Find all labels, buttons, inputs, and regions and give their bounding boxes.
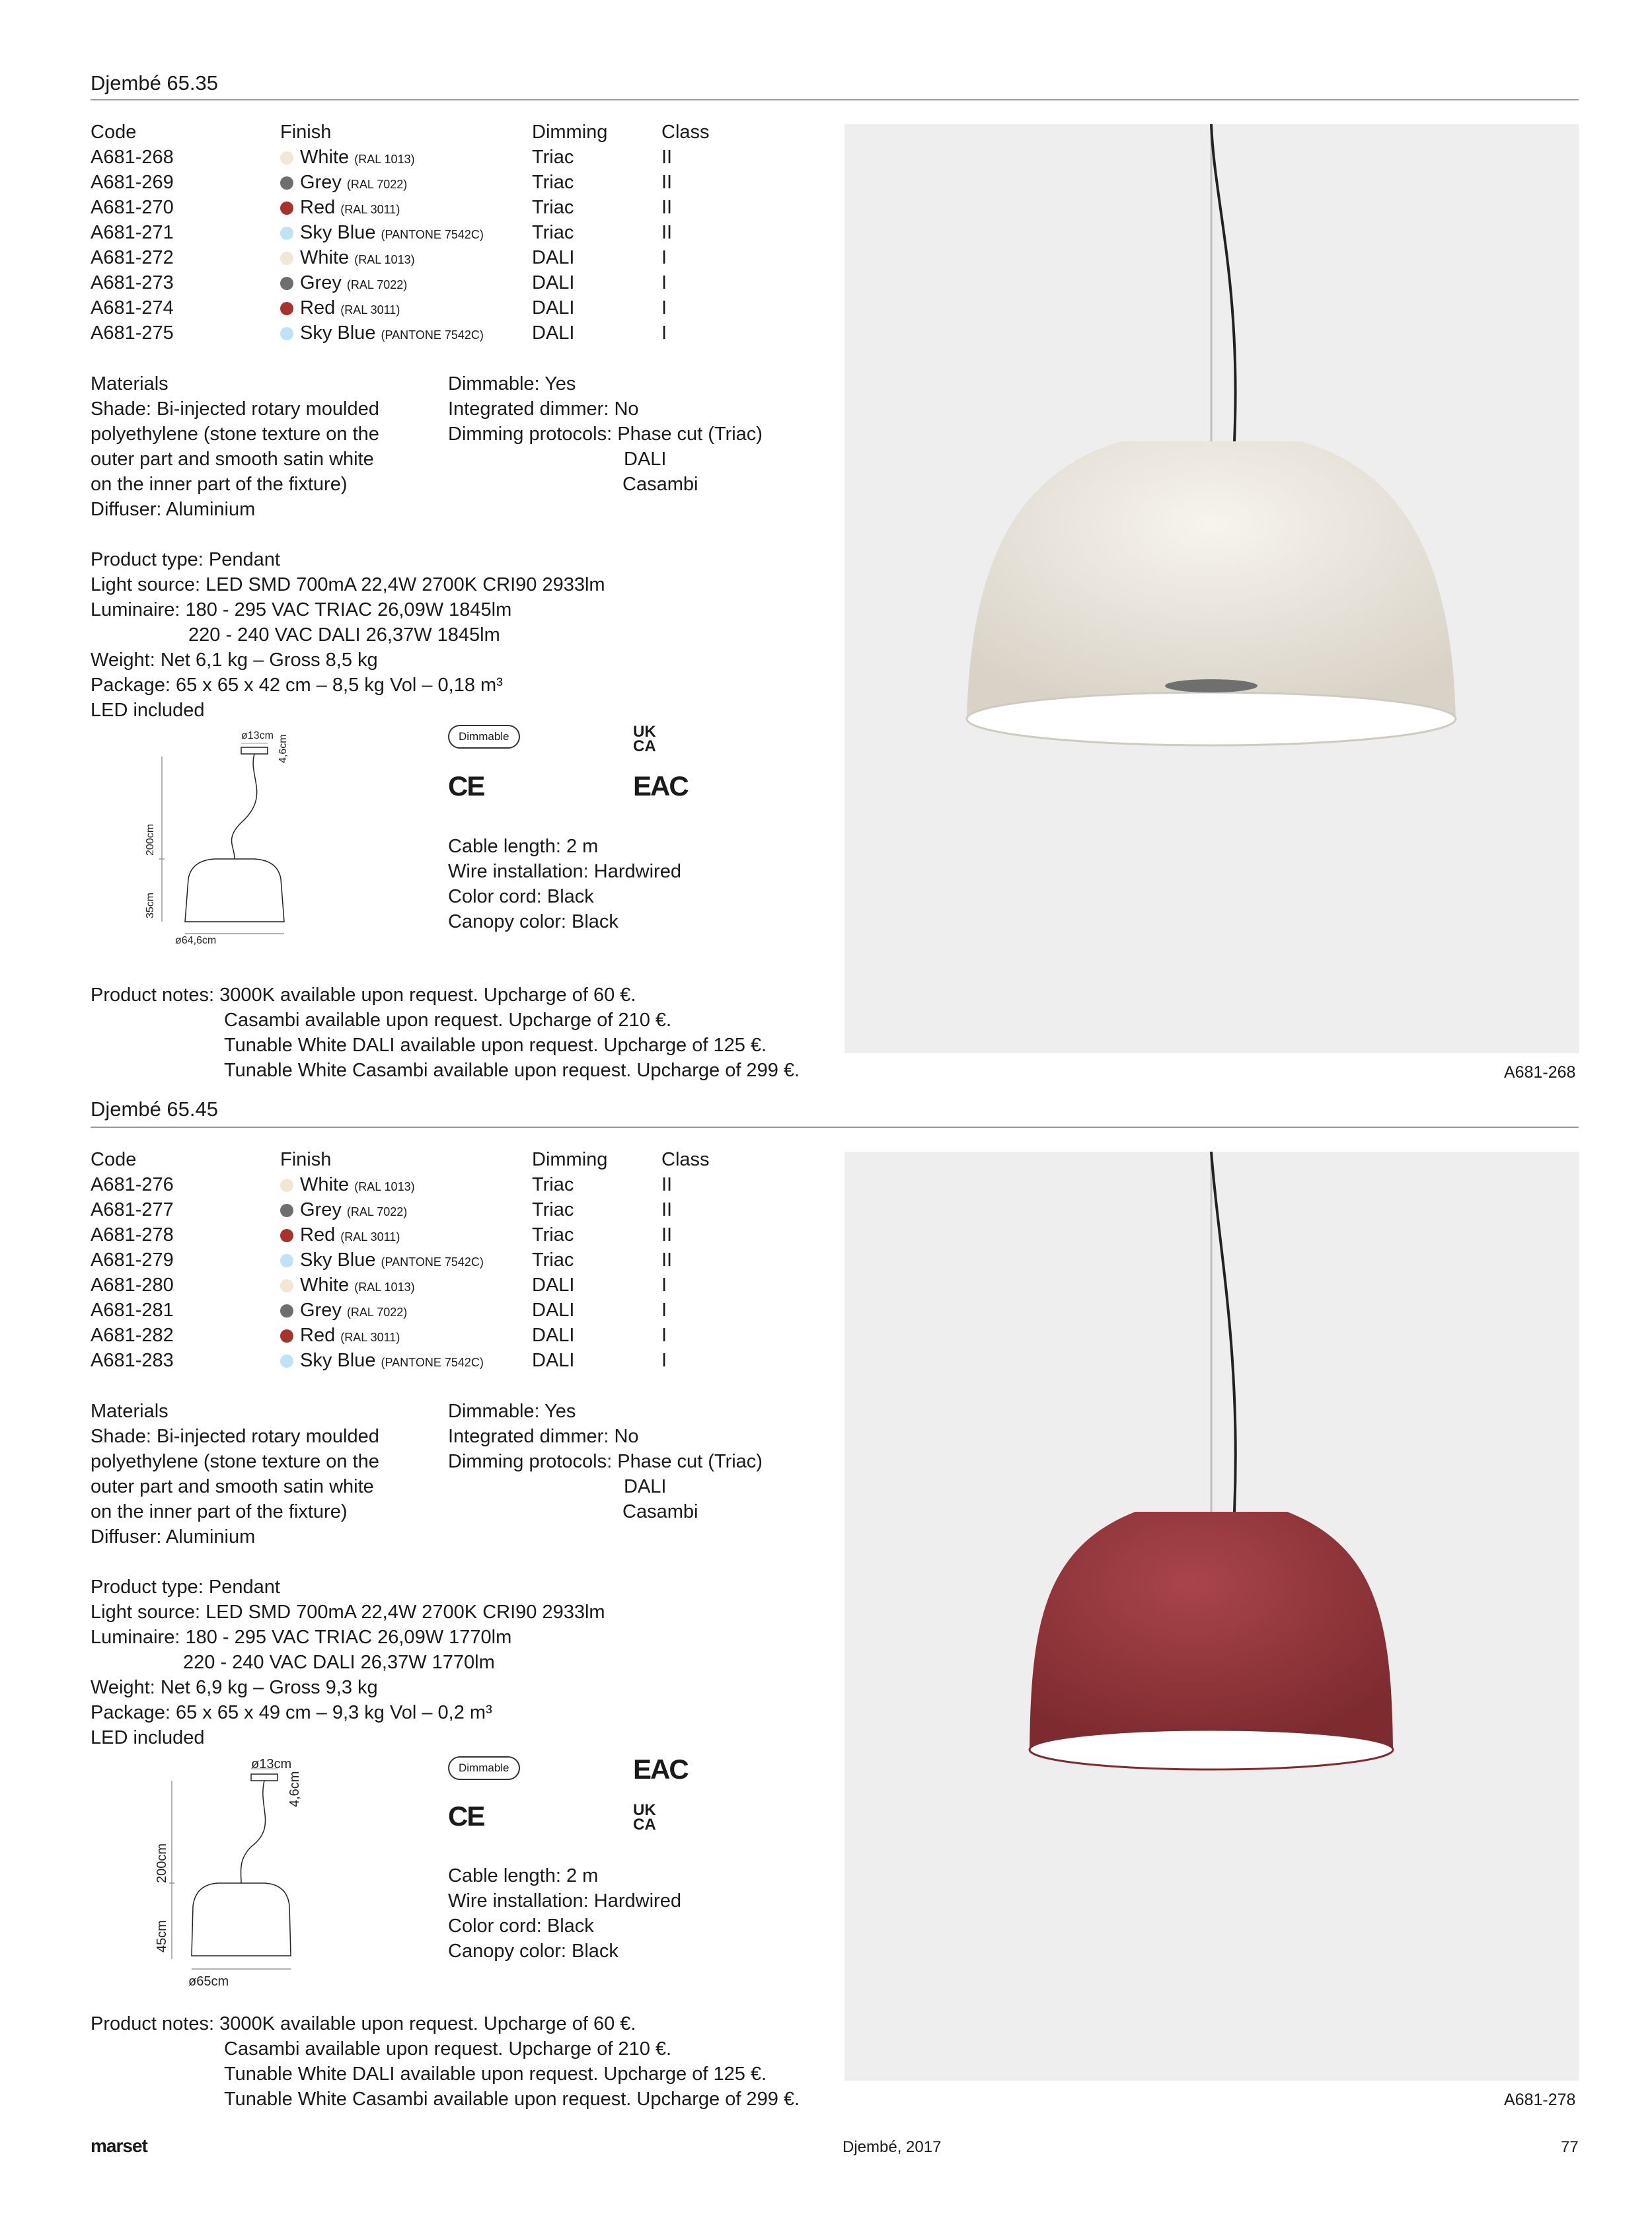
class-cell: I [661,1299,667,1321]
table-row [91,1197,710,1222]
finish-cell [280,170,532,195]
finish-code: (RAL 7022) [346,1305,408,1319]
cable-line: Canopy color: Black [448,911,619,932]
finish-name: Grey [300,272,342,293]
finish-code: (PANTONE 7542C) [381,328,484,342]
finish-code: (RAL 3011) [340,303,400,316]
table-header-row [91,1147,710,1172]
photo-caption: A681-278 [1504,2091,1576,2109]
dim-canopy-height: 4,6cm [278,734,289,763]
dimming-cell: DALI [532,272,575,293]
protocol-dali: DALI [624,449,667,470]
dim-diameter: ø64,6cm [175,935,217,946]
header-class: Class [661,1148,710,1170]
materials-line: Diffuser: Aluminium [91,1526,256,1547]
product-specs [91,547,605,723]
finish-code: (RAL 3011) [340,202,400,216]
dimmable-line: Integrated dimmer: No [448,398,639,420]
table-row [91,220,710,245]
note-line: Tunable White DALI available upon request. Upcharge of 125 €. [224,2063,767,2085]
finish-swatch-icon [280,252,293,265]
table-row [91,1323,710,1348]
cable-line: Cable length: 2 m [448,836,599,857]
finish-name: Sky Blue [300,1349,376,1371]
ce-mark-icon: CE [448,1801,484,1832]
finish-swatch-icon [280,1229,293,1242]
table-row [91,1222,710,1247]
dimming-cell: Triac [532,1199,574,1220]
product-notes [91,2011,800,2112]
code-cell: A681-270 [91,196,174,218]
spec-line: Package: 65 x 65 x 42 cm – 8,5 kg Vol – 0,18 m³ [91,675,503,696]
finish-code: (PANTONE 7542C) [381,1255,484,1269]
materials-line: polyethylene (stone texture on the [91,424,379,445]
finish-swatch-icon [280,151,293,165]
dimming-cell: DALI [532,246,575,268]
finish-code: (RAL 1013) [354,152,415,166]
materials-line: on the inner part of the fixture) [91,1501,348,1522]
finish-name: Red [300,196,336,218]
protocol-casambi: Casambi [622,1501,698,1522]
finish-name: White [300,1173,350,1195]
dimming-cell: Triac [532,1249,574,1271]
page-number: 77 [1561,2138,1579,2156]
note-line: 3000K available upon request. Upcharge of 60 €. [219,985,636,1006]
spec-line: Package: 65 x 65 x 49 cm – 9,3 kg Vol – 0,2 m³ [91,1702,492,1723]
dimmable-line: Dimming protocols: Phase cut (Triac) [448,1451,763,1472]
spec-line: Luminaire: 180 - 295 VAC TRIAC 26,09W 1770lm [91,1627,512,1648]
section-title: Djembé 65.35 [91,71,219,94]
cable-line: Color cord: Black [448,886,594,907]
materials-line: Shade: Bi-injected rotary moulded [91,398,379,420]
section-divider [91,99,1579,100]
finish-cell [280,1172,532,1197]
cable-specs [448,1863,681,1964]
finish-code: (PANTONE 7542C) [381,1355,484,1369]
finish-cell [280,145,532,170]
table-row [91,1298,710,1323]
ce-mark-icon: CE [448,770,484,801]
class-cell: I [661,1274,667,1296]
dimming-cell: Triac [532,221,574,243]
table-row [91,1172,710,1197]
code-cell: A681-280 [91,1274,174,1296]
finish-cell [280,195,532,220]
code-cell: A681-283 [91,1349,174,1371]
notes-label: Product notes: [91,2013,214,2034]
table-row [91,170,710,195]
dim-cable-length: 200cm [145,823,156,856]
finish-name: Red [300,1324,336,1346]
finish-code: (RAL 3011) [340,1230,400,1244]
spec-line: Product type: Pendant [91,1577,280,1598]
table-row [91,295,710,320]
finish-name: White [300,1274,350,1296]
class-cell: II [661,146,673,168]
note-line: Tunable White DALI available upon request. Upcharge of 125 €. [224,1035,767,1056]
note-line: Tunable White Casambi available upon request. Upcharge of 299 €. [224,1060,800,1081]
finish-name: Sky Blue [300,1249,376,1271]
finish-cell [280,1222,532,1247]
cable-line: Wire installation: Hardwired [448,1890,681,1912]
dimmable-line: Dimming protocols: Phase cut (Triac) [448,424,763,445]
dim-canopy-diameter: ø13cm [241,730,274,741]
finish-swatch-icon [280,176,293,190]
materials-line: polyethylene (stone texture on the [91,1451,379,1472]
code-cell: A681-279 [91,1249,174,1271]
note-line: Casambi available upon request. Upcharge of 210 €. [224,1010,672,1031]
code-cell: A681-276 [91,1173,174,1195]
class-cell: I [661,297,667,318]
note-line: 3000K available upon request. Upcharge of 60 €. [219,2013,636,2034]
code-cell: A681-278 [91,1224,174,1245]
finish-swatch-icon [280,1254,293,1267]
dim-diameter: ø65cm [188,1974,229,1989]
finish-code: (RAL 7022) [346,1205,408,1218]
spec-line: Weight: Net 6,1 kg – Gross 8,5 kg [91,650,378,671]
note-line: Tunable White Casambi available upon request. Upcharge of 299 €. [224,2089,800,2110]
finish-cell [280,1197,532,1222]
dimmable-line: Dimmable: Yes [448,373,576,394]
finish-cell [280,1298,532,1323]
eac-mark-icon: EAC [633,1754,688,1785]
class-cell: II [661,1199,673,1220]
code-cell: A681-281 [91,1299,174,1321]
dimension-drawing [142,724,307,948]
class-cell: II [661,1173,673,1195]
dimming-cell: DALI [532,297,575,318]
finish-cell [280,320,532,346]
materials-line: outer part and smooth satin white [91,449,374,470]
code-cell: A681-269 [91,171,174,193]
finish-cell [280,1247,532,1273]
product-notes [91,983,800,1083]
finish-code: (RAL 1013) [354,1179,415,1193]
dimming-cell: DALI [532,1299,575,1321]
materials-block [91,371,379,522]
header-class: Class [661,121,710,143]
dimmable-badge: Dimmable [448,1756,520,1780]
code-cell: A681-275 [91,322,174,344]
dimmable-block [448,371,763,497]
finish-cell [280,295,532,320]
table-row [91,195,710,220]
finish-code: (RAL 7022) [346,278,408,291]
class-cell: I [661,1349,667,1371]
dimension-drawing [152,1754,324,1999]
code-cell: A681-271 [91,221,174,243]
finish-swatch-icon [280,327,293,340]
dimming-cell: Triac [532,1224,574,1245]
dimmable-line: Dimmable: Yes [448,1401,576,1422]
spec-line: Product type: Pendant [91,549,280,570]
class-cell: II [661,1249,673,1271]
dimmable-block [448,1399,763,1524]
finish-swatch-icon [280,1179,293,1192]
dimming-cell: DALI [532,1274,575,1296]
header-finish: Finish [280,121,332,143]
finish-swatch-icon [280,202,293,215]
cable-line: Cable length: 2 m [448,1865,599,1886]
finish-code: (RAL 7022) [346,177,408,191]
section-title: Djembé 65.45 [91,1097,219,1121]
finish-cell [280,220,532,245]
spec-line: Weight: Net 6,9 kg – Gross 9,3 kg [91,1677,378,1698]
materials-line: Materials [91,373,169,394]
table-row [91,145,710,170]
finish-swatch-icon [280,277,293,290]
spec-line: Light source: LED SMD 700mA 22,4W 2700K CRI90 2933lm [91,1602,605,1623]
finish-name: White [300,146,350,168]
finish-cell [280,1348,532,1373]
class-cell: II [661,221,673,243]
table-header-row [91,120,710,145]
class-cell: I [661,322,667,344]
code-cell: A681-273 [91,272,174,293]
finish-cell [280,1323,532,1348]
dimming-cell: DALI [532,1324,575,1346]
spec-line: 220 - 240 VAC DALI 26,37W 1845lm [188,624,500,646]
cable-line: Wire installation: Hardwired [448,861,681,882]
table-row [91,270,710,295]
finish-swatch-icon [280,1304,293,1318]
product-photo [845,124,1579,1053]
finish-swatch-icon [280,1279,293,1292]
finish-code: (RAL 3011) [340,1330,400,1344]
materials-line: outer part and smooth satin white [91,1476,374,1497]
table-row [91,1273,710,1298]
spec-line: Luminaire: 180 - 295 VAC TRIAC 26,09W 1845lm [91,599,512,620]
dimming-cell: Triac [532,146,574,168]
finish-code: (RAL 1013) [354,1280,415,1294]
finish-swatch-icon [280,1204,293,1217]
finish-name: Sky Blue [300,221,376,243]
header-dimming: Dimming [532,121,608,143]
table-row [91,1247,710,1273]
dim-cable-length: 200cm [155,1843,169,1883]
ukca-mark-icon: UK CA [633,1801,656,1834]
brand-logo: marset [91,2136,147,2156]
finish-name: Grey [300,1299,342,1321]
finish-name: Sky Blue [300,322,376,344]
table-row [91,245,710,270]
dimming-cell: Triac [532,1173,574,1195]
code-cell: A681-282 [91,1324,174,1346]
photo-caption: A681-268 [1504,1063,1576,1082]
dimming-cell: Triac [532,196,574,218]
product-photo [845,1152,1579,2081]
finish-swatch-icon [280,227,293,240]
notes-label: Product notes: [91,985,214,1006]
class-cell: II [661,171,673,193]
header-dimming: Dimming [532,1148,608,1170]
note-line: Casambi available upon request. Upcharge of 210 €. [224,2038,672,2060]
dim-canopy-height: 4,6cm [287,1771,302,1807]
product-specs [91,1575,605,1750]
dim-height: 35cm [145,892,156,918]
finish-swatch-icon [280,1355,293,1368]
finish-cell [280,245,532,270]
spec-line: LED included [91,1727,205,1748]
finish-swatch-icon [280,302,293,315]
code-cell: A681-277 [91,1199,174,1220]
class-cell: I [661,1324,667,1346]
header-code: Code [91,1148,137,1170]
dim-canopy-diameter: ø13cm [251,1757,292,1771]
cable-line: Color cord: Black [448,1915,594,1937]
table-row [91,1348,710,1373]
code-cell: A681-274 [91,297,174,318]
protocol-dali: DALI [624,1476,667,1497]
spec-line: 220 - 240 VAC DALI 26,37W 1770lm [183,1652,495,1673]
finish-cell [280,1273,532,1298]
materials-line: on the inner part of the fixture) [91,474,348,495]
dim-height: 45cm [155,1920,169,1952]
code-cell: A681-272 [91,246,174,268]
product-code-table [91,1147,710,1373]
materials-block [91,1399,379,1549]
class-cell: I [661,272,667,293]
cable-line: Canopy color: Black [448,1941,619,1962]
dimmable-badge: Dimmable [448,725,520,749]
class-cell: II [661,1224,673,1245]
pendant-lamp-red-image [845,1152,1579,2081]
dimming-cell: DALI [532,1349,575,1371]
table-row [91,320,710,346]
ukca-mark-icon: UK CA [633,723,656,755]
class-cell: I [661,246,667,268]
finish-name: Red [300,1224,336,1245]
dimmable-line: Integrated dimmer: No [448,1426,639,1447]
pendant-lamp-white-image [845,124,1579,1053]
spec-line: Light source: LED SMD 700mA 22,4W 2700K CRI90 2933lm [91,574,605,595]
finish-cell [280,270,532,295]
finish-name: Grey [300,171,342,193]
finish-code: (PANTONE 7542C) [381,227,484,241]
section-divider [91,1127,1579,1128]
dimming-cell: DALI [532,322,575,344]
eac-mark-icon: EAC [633,770,688,801]
protocol-casambi: Casambi [622,474,698,495]
finish-name: Red [300,297,336,318]
cable-specs [448,834,681,934]
materials-line: Shade: Bi-injected rotary moulded [91,1426,379,1447]
materials-line: Materials [91,1401,169,1422]
finish-code: (RAL 1013) [354,252,415,266]
header-finish: Finish [280,1148,332,1170]
finish-name: White [300,246,350,268]
materials-line: Diffuser: Aluminium [91,499,256,520]
dimming-cell: Triac [532,171,574,193]
footer-title: Djembé, 2017 [843,2138,942,2156]
finish-name: Grey [300,1199,342,1220]
product-code-table [91,120,710,346]
finish-swatch-icon [280,1329,293,1343]
header-code: Code [91,121,137,143]
code-cell: A681-268 [91,146,174,168]
class-cell: II [661,196,673,218]
spec-line: LED included [91,700,205,721]
